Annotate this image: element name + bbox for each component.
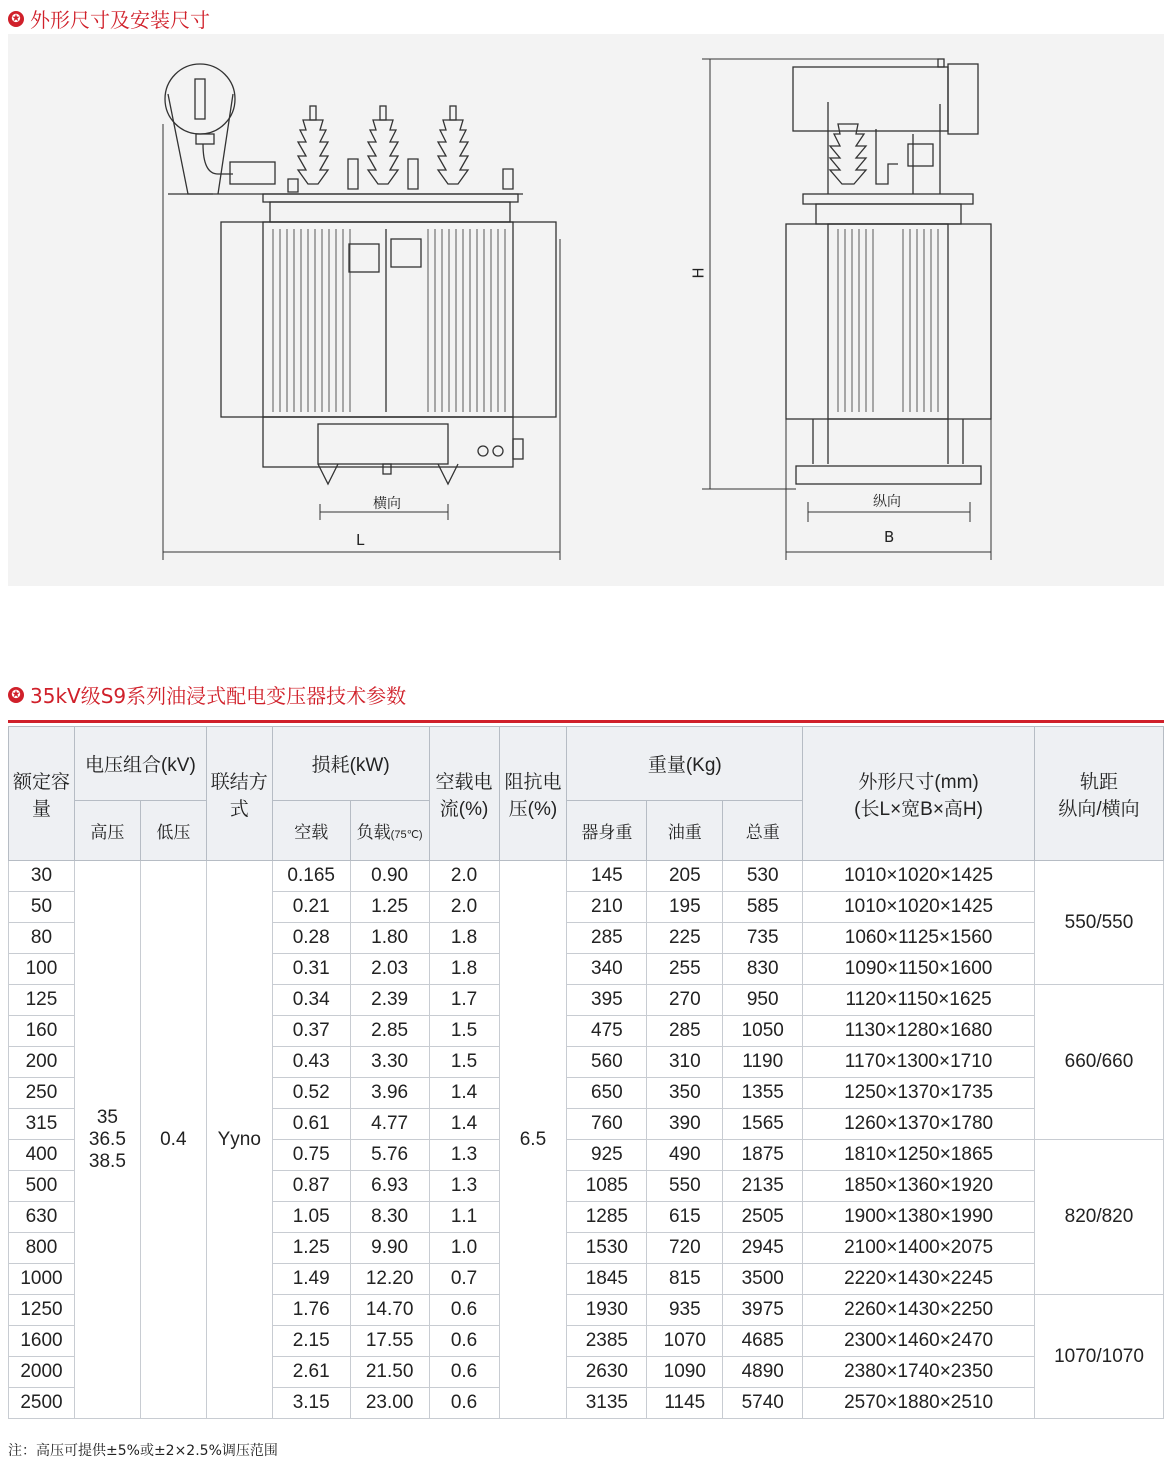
dimensions-cell: 2300×1460×2470 — [803, 1326, 1035, 1357]
section-title-params — [8, 680, 406, 709]
header-total-weight: 总重 — [723, 801, 803, 861]
no-load-loss-cell: 0.28 — [272, 923, 350, 954]
high-voltage-value: 38.5 — [88, 1150, 126, 1172]
no-load-loss-cell: 1.49 — [272, 1264, 350, 1295]
capacity-cell: 2500 — [9, 1388, 75, 1419]
header-voltage-group: 电压组合(kV) — [74, 727, 206, 801]
body-weight-cell: 1530 — [567, 1233, 647, 1264]
connection-cell: Yyno — [206, 861, 272, 1419]
dimensions-cell: 2100×1400×2075 — [803, 1233, 1035, 1264]
load-loss-cell: 17.55 — [350, 1326, 429, 1357]
outline-drawing — [8, 34, 1164, 586]
total-weight-cell: 585 — [723, 892, 803, 923]
no-load-loss-cell: 1.05 — [272, 1202, 350, 1233]
no-load-loss-cell: 0.61 — [272, 1109, 350, 1140]
capacity-cell: 800 — [9, 1233, 75, 1264]
capacity-cell: 1250 — [9, 1295, 75, 1326]
gauge-cell: 1070/1070 — [1034, 1295, 1163, 1419]
oil-weight-cell: 270 — [647, 985, 723, 1016]
high-voltage-cell — [74, 861, 140, 1419]
load-loss-cell: 14.70 — [350, 1295, 429, 1326]
load-loss-cell: 1.80 — [350, 923, 429, 954]
no-load-loss-cell: 1.76 — [272, 1295, 350, 1326]
dimensions-cell: 1060×1125×1560 — [803, 923, 1035, 954]
capacity-cell: 315 — [9, 1109, 75, 1140]
body-weight-cell: 145 — [567, 861, 647, 892]
capacity-cell: 80 — [9, 923, 75, 954]
dimensions-cell: 1010×1020×1425 — [803, 861, 1035, 892]
impedance-cell: 6.5 — [499, 861, 567, 1419]
body-weight-cell: 925 — [567, 1140, 647, 1171]
no-load-loss-cell: 0.87 — [272, 1171, 350, 1202]
no-load-loss-cell: 0.75 — [272, 1140, 350, 1171]
footnote: 注：高压可提供±5%或±2×2.5%调压范围 — [8, 1443, 278, 1459]
header-no-load-current: 空载电流(%) — [429, 727, 499, 861]
hv-bushing-side-icon — [830, 124, 866, 184]
oil-weight-cell: 205 — [647, 861, 723, 892]
total-weight-cell: 2505 — [723, 1202, 803, 1233]
total-weight-cell: 1050 — [723, 1016, 803, 1047]
no-load-current-cell: 0.6 — [429, 1357, 499, 1388]
total-weight-cell: 1875 — [723, 1140, 803, 1171]
dimensions-cell: 1120×1150×1625 — [803, 985, 1035, 1016]
oil-weight-cell: 1090 — [647, 1357, 723, 1388]
dimensions-cell: 1900×1380×1990 — [803, 1202, 1035, 1233]
no-load-current-cell: 1.3 — [429, 1140, 499, 1171]
body-weight-cell: 475 — [567, 1016, 647, 1047]
no-load-current-cell: 2.0 — [429, 861, 499, 892]
body-weight-cell: 3135 — [567, 1388, 647, 1419]
capacity-cell: 1600 — [9, 1326, 75, 1357]
section-title-text: 外形尺寸及安装尺寸 — [30, 8, 210, 32]
hv-bushing-3-icon — [438, 106, 468, 184]
dimensions-cell: 1850×1360×1920 — [803, 1171, 1035, 1202]
load-loss-cell: 1.25 — [350, 892, 429, 923]
conservator-icon — [165, 64, 235, 134]
no-load-loss-cell: 1.25 — [272, 1233, 350, 1264]
total-weight-cell: 3975 — [723, 1295, 803, 1326]
capacity-cell: 125 — [9, 985, 75, 1016]
capacity-cell: 2000 — [9, 1357, 75, 1388]
capacity-cell: 160 — [9, 1016, 75, 1047]
section-title-text: 35kV级S9系列油浸式配电变压器技术参数 — [30, 684, 407, 708]
total-weight-cell: 950 — [723, 985, 803, 1016]
oil-weight-cell: 285 — [647, 1016, 723, 1047]
table-row — [9, 861, 1164, 892]
header-load-loss — [350, 801, 429, 861]
load-loss-cell: 21.50 — [350, 1357, 429, 1388]
body-weight-cell: 650 — [567, 1078, 647, 1109]
spec-table — [8, 726, 1164, 1419]
capacity-cell: 100 — [9, 954, 75, 985]
body-weight-cell: 340 — [567, 954, 647, 985]
dimensions-cell: 1250×1370×1735 — [803, 1078, 1035, 1109]
capacity-cell: 500 — [9, 1171, 75, 1202]
no-load-loss-cell: 0.52 — [272, 1078, 350, 1109]
header-impedance: 阻抗电压(%) — [499, 727, 567, 861]
header-high-voltage: 高压 — [74, 801, 140, 861]
low-voltage-cell: 0.4 — [140, 861, 206, 1419]
dimensions-cell: 1810×1250×1865 — [803, 1140, 1035, 1171]
oil-weight-cell: 550 — [647, 1171, 723, 1202]
oil-weight-cell: 390 — [647, 1109, 723, 1140]
dimensions-cell: 1170×1300×1710 — [803, 1047, 1035, 1078]
no-load-loss-cell: 3.15 — [272, 1388, 350, 1419]
no-load-current-cell: 1.0 — [429, 1233, 499, 1264]
total-weight-cell: 5740 — [723, 1388, 803, 1419]
capacity-cell: 1000 — [9, 1264, 75, 1295]
gauge-sub-label: 纵向/横向 — [1058, 798, 1140, 820]
no-load-loss-cell: 2.61 — [272, 1357, 350, 1388]
load-label: 负载 — [356, 823, 391, 842]
no-load-loss-cell: 0.34 — [272, 985, 350, 1016]
header-gauge — [1034, 727, 1163, 861]
load-loss-cell: 5.76 — [350, 1140, 429, 1171]
section-title-dimensions — [8, 4, 210, 33]
header-loss: 损耗(kW) — [272, 727, 429, 801]
front-length-label: L — [356, 531, 365, 549]
body-weight-cell: 760 — [567, 1109, 647, 1140]
total-weight-cell: 2945 — [723, 1233, 803, 1264]
transformer-drawing — [8, 34, 1164, 586]
oil-weight-cell: 615 — [647, 1202, 723, 1233]
load-loss-cell: 12.20 — [350, 1264, 429, 1295]
total-weight-cell: 530 — [723, 861, 803, 892]
no-load-current-cell: 1.8 — [429, 923, 499, 954]
side-direction-label: 纵向 — [873, 494, 901, 510]
no-load-current-cell: 1.1 — [429, 1202, 499, 1233]
load-loss-cell: 3.96 — [350, 1078, 429, 1109]
conservator-side-icon — [793, 67, 948, 131]
gauge-label: 轨距 — [1079, 771, 1118, 793]
load-loss-cell: 4.77 — [350, 1109, 429, 1140]
header-low-voltage: 低压 — [140, 801, 206, 861]
spec-table-body — [9, 861, 1164, 1419]
oil-weight-cell: 195 — [647, 892, 723, 923]
load-loss-cell: 23.00 — [350, 1388, 429, 1419]
dimensions-cell: 1130×1280×1680 — [803, 1016, 1035, 1047]
no-load-current-cell: 0.7 — [429, 1264, 499, 1295]
dimensions-cell: 1010×1020×1425 — [803, 892, 1035, 923]
oil-weight-cell: 1145 — [647, 1388, 723, 1419]
load-loss-cell: 9.90 — [350, 1233, 429, 1264]
oil-weight-cell: 720 — [647, 1233, 723, 1264]
star-icon: ✪ — [8, 687, 24, 703]
capacity-cell: 250 — [9, 1078, 75, 1109]
capacity-cell: 50 — [9, 892, 75, 923]
total-weight-cell: 735 — [723, 923, 803, 954]
title-divider — [8, 720, 1164, 723]
dimensions-cell: 1090×1150×1600 — [803, 954, 1035, 985]
no-load-loss-cell: 0.37 — [272, 1016, 350, 1047]
oil-weight-cell: 1070 — [647, 1326, 723, 1357]
no-load-current-cell: 0.6 — [429, 1295, 499, 1326]
load-loss-cell: 0.90 — [350, 861, 429, 892]
header-weight: 重量(Kg) — [567, 727, 803, 801]
no-load-loss-cell: 0.31 — [272, 954, 350, 985]
dimensions-cell: 2220×1430×2245 — [803, 1264, 1035, 1295]
oil-weight-cell: 350 — [647, 1078, 723, 1109]
load-loss-cell: 8.30 — [350, 1202, 429, 1233]
side-height-label: H — [689, 267, 708, 279]
gauge-cell: 820/820 — [1034, 1140, 1163, 1295]
oil-weight-cell: 815 — [647, 1264, 723, 1295]
body-weight-cell: 560 — [567, 1047, 647, 1078]
header-connection: 联结方式 — [206, 727, 272, 861]
load-temp-label: (75℃) — [390, 829, 423, 841]
capacity-cell: 30 — [9, 861, 75, 892]
high-voltage-value: 35 — [96, 1106, 118, 1128]
hv-bushing-1-icon — [298, 106, 328, 184]
total-weight-cell: 1355 — [723, 1078, 803, 1109]
body-weight-cell: 2385 — [567, 1326, 647, 1357]
header-oil-weight: 油重 — [647, 801, 723, 861]
header-body-weight: 器身重 — [567, 801, 647, 861]
capacity-cell: 200 — [9, 1047, 75, 1078]
total-weight-cell: 830 — [723, 954, 803, 985]
body-weight-cell: 285 — [567, 923, 647, 954]
dimensions-cell: 2380×1740×2350 — [803, 1357, 1035, 1388]
body-weight-cell: 1285 — [567, 1202, 647, 1233]
total-weight-cell: 1565 — [723, 1109, 803, 1140]
body-weight-cell: 2630 — [567, 1357, 647, 1388]
header-dimensions — [803, 727, 1035, 861]
no-load-current-cell: 1.5 — [429, 1047, 499, 1078]
no-load-current-cell: 1.8 — [429, 954, 499, 985]
high-voltage-value: 36.5 — [88, 1128, 126, 1150]
no-load-current-cell: 2.0 — [429, 892, 499, 923]
dimensions-label: 外形尺寸(mm) — [858, 771, 979, 793]
load-loss-cell: 2.39 — [350, 985, 429, 1016]
load-loss-cell: 3.30 — [350, 1047, 429, 1078]
capacity-cell: 400 — [9, 1140, 75, 1171]
hv-bushing-2-icon — [368, 106, 398, 184]
body-weight-cell: 1845 — [567, 1264, 647, 1295]
body-weight-cell: 210 — [567, 892, 647, 923]
dimensions-cell: 1260×1370×1780 — [803, 1109, 1035, 1140]
front-direction-label: 横向 — [373, 496, 401, 512]
no-load-loss-cell: 0.43 — [272, 1047, 350, 1078]
total-weight-cell: 2135 — [723, 1171, 803, 1202]
total-weight-cell: 1190 — [723, 1047, 803, 1078]
no-load-current-cell: 0.6 — [429, 1388, 499, 1419]
header-capacity: 额定容量 — [9, 727, 75, 861]
no-load-current-cell: 1.3 — [429, 1171, 499, 1202]
body-weight-cell: 1085 — [567, 1171, 647, 1202]
oil-weight-cell: 225 — [647, 923, 723, 954]
oil-weight-cell: 935 — [647, 1295, 723, 1326]
gauge-cell: 550/550 — [1034, 861, 1163, 985]
capacity-cell: 630 — [9, 1202, 75, 1233]
side-width-label: B — [884, 528, 895, 546]
oil-weight-cell: 255 — [647, 954, 723, 985]
no-load-loss-cell: 2.15 — [272, 1326, 350, 1357]
load-loss-cell: 2.03 — [350, 954, 429, 985]
dimensions-sub-label: (长L×宽B×高H) — [854, 798, 983, 820]
no-load-loss-cell: 0.165 — [272, 861, 350, 892]
total-weight-cell: 3500 — [723, 1264, 803, 1295]
oil-weight-cell: 490 — [647, 1140, 723, 1171]
no-load-current-cell: 1.4 — [429, 1078, 499, 1109]
no-load-current-cell: 1.7 — [429, 985, 499, 1016]
no-load-loss-cell: 0.21 — [272, 892, 350, 923]
no-load-current-cell: 1.4 — [429, 1109, 499, 1140]
oil-weight-cell: 310 — [647, 1047, 723, 1078]
total-weight-cell: 4685 — [723, 1326, 803, 1357]
dimensions-cell: 2570×1880×2510 — [803, 1388, 1035, 1419]
load-loss-cell: 2.85 — [350, 1016, 429, 1047]
body-weight-cell: 395 — [567, 985, 647, 1016]
total-weight-cell: 4890 — [723, 1357, 803, 1388]
header-no-load-loss: 空载 — [272, 801, 350, 861]
body-weight-cell: 1930 — [567, 1295, 647, 1326]
no-load-current-cell: 1.5 — [429, 1016, 499, 1047]
load-loss-cell: 6.93 — [350, 1171, 429, 1202]
dimensions-cell: 2260×1430×2250 — [803, 1295, 1035, 1326]
no-load-current-cell: 0.6 — [429, 1326, 499, 1357]
star-icon: ✪ — [8, 11, 24, 27]
gauge-cell: 660/660 — [1034, 985, 1163, 1140]
